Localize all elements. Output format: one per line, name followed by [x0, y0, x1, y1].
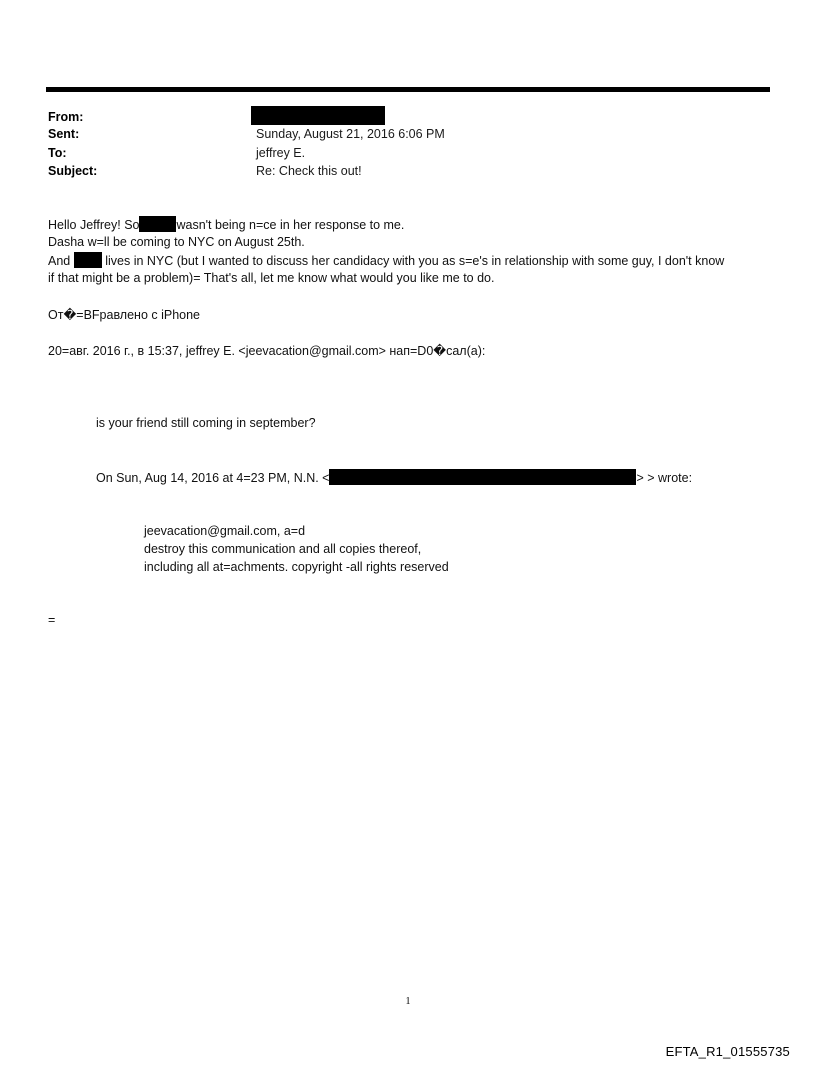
body-line-3-start: And — [48, 254, 71, 268]
page-number: 1 — [405, 996, 411, 1007]
body-line-3 — [48, 252, 724, 269]
name-redaction-2 — [74, 252, 102, 268]
body-line-4: if that might be a problem)= That's all, let me know what would you like me to do. — [48, 271, 495, 285]
from-label: From: — [48, 110, 84, 124]
body-line-3-end: lives in NYC (but I wanted to discuss her candidacy with you as s=e's in relationship with some guy, I don't know — [105, 254, 725, 268]
body-line-1 — [48, 216, 404, 233]
bates-number: EFTA_R1_01555735 — [665, 1044, 790, 1059]
nested-header-start: On Sun, Aug 14, 2016 at 4=23 PM, N.N. < — [96, 471, 330, 485]
from-redaction — [251, 106, 385, 125]
nested-quote-header — [96, 469, 692, 486]
to-label: To: — [48, 146, 67, 160]
quote-header: 20=авг. 2016 г., в 15:37, jeffrey E. <jeevacation@gmail.com> нап=D0�сал(а): — [48, 344, 486, 358]
to-value: jeffrey E. — [256, 146, 306, 160]
body-line-2: Dasha w=ll be coming to NYC on August 25th. — [48, 235, 305, 249]
name-redaction-1 — [139, 216, 176, 232]
disclaimer-line-1: jeevacation@gmail.com, a=d — [144, 524, 306, 538]
subject-label: Subject: — [48, 164, 98, 178]
body-line-1-start: Hello Jeffrey! So — [48, 218, 140, 232]
subject-value: Re: Check this out! — [256, 164, 362, 178]
disclaimer-line-3: including all at=achments. copyright -all rights reserved — [144, 560, 449, 574]
disclaimer-line-2: destroy this communication and all copies thereof, — [144, 542, 422, 556]
sent-label: Sent: — [48, 127, 80, 141]
quoted-question: is your friend still coming in september? — [96, 416, 316, 430]
signature-line: От�=BFравлено с iPhone — [48, 308, 201, 322]
nested-header-end: > > wrote: — [636, 471, 693, 485]
body-line-1-end: wasn't being n=ce in her response to me. — [176, 218, 405, 232]
email-redaction — [329, 469, 636, 485]
header-rule — [46, 87, 770, 92]
trailing-equals: = — [48, 613, 56, 627]
sent-value: Sunday, August 21, 2016 6:06 PM — [256, 127, 445, 141]
